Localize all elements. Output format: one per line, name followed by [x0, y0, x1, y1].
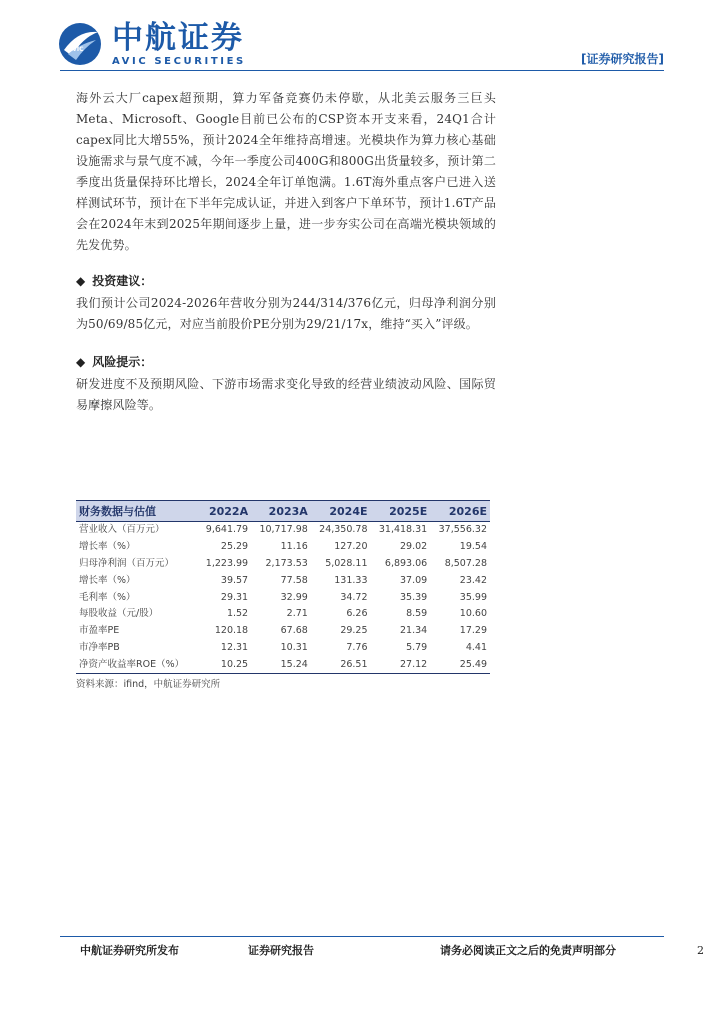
risk-heading-text: 风险提示： [92, 355, 153, 369]
main-content [76, 88, 496, 416]
table-row [76, 522, 490, 539]
table-cell: 29.25 [340, 625, 368, 637]
table-cell: 2.71 [286, 608, 308, 620]
table-cell: 7.76 [346, 641, 368, 653]
table-header-cell: 2025E [371, 501, 431, 522]
table-cell: 2,173.53 [265, 557, 308, 569]
table-header-cell: 2022A [198, 501, 251, 522]
table-cell: 10.25 [198, 656, 251, 673]
table-cell: 35.99 [459, 591, 487, 603]
table-cell: 12.31 [220, 641, 249, 653]
table-row [76, 589, 490, 606]
page-number: 2 [697, 944, 704, 957]
table-cell: 6.26 [346, 608, 368, 620]
financial-data-table [76, 500, 490, 674]
footer-report-type: 证券研究报告 [248, 944, 314, 957]
table-cell: 10.31 [280, 641, 308, 653]
table-header-cell: 财务数据与估值 [76, 501, 198, 522]
table-row [76, 556, 490, 573]
row-label: 市盈率PE [79, 625, 120, 637]
header-divider [60, 70, 664, 71]
table-row [76, 606, 490, 623]
investment-heading [76, 271, 496, 291]
table-cell: 25.49 [430, 656, 490, 673]
logo-subtitle: AVIC SECURITIES [112, 56, 246, 67]
table-cell: 29.02 [400, 541, 428, 553]
table-cell: 9,641.79 [205, 524, 249, 536]
table-row [76, 623, 490, 640]
diamond-bullet-icon: ◆ [76, 274, 86, 288]
table-cell: 6,893.06 [384, 557, 428, 569]
row-label: 营业收入（百万元） [79, 524, 165, 536]
table-cell: 11.16 [280, 541, 308, 553]
table-cell: 1,223.99 [205, 557, 249, 569]
row-label: 净资产收益率ROE（%） [76, 656, 198, 673]
table-header-cell: 2023A [251, 501, 311, 522]
table-cell: 127.20 [334, 541, 368, 553]
table-cell: 34.72 [340, 591, 368, 603]
table-row [76, 539, 490, 556]
table-header-cell: 2026E [430, 501, 490, 522]
row-label: 增长率（%） [79, 541, 136, 553]
table-cell: 29.31 [220, 591, 249, 603]
table-cell: 1.52 [226, 608, 249, 620]
table-cell: 67.68 [280, 625, 308, 637]
table-cell: 5.79 [406, 641, 428, 653]
table-cell: 26.51 [311, 656, 371, 673]
table-cell: 37.09 [400, 574, 428, 586]
row-label: 每股收益（元/股） [79, 608, 159, 620]
risk-paragraph: 研发进度不及预期风险、下游市场需求变化导致的经营业绩波动风险、国际贸易摩擦风险等。 [76, 377, 496, 412]
table-cell: 32.99 [280, 591, 308, 603]
investment-paragraph: 我们预计公司2024-2026年营收分别为244/314/376亿元，归母净利润分别为50/69/85亿元，对应当前股价PE分别为29/21/17x，维持“买入”评级。 [76, 296, 496, 331]
table-row [76, 572, 490, 589]
table-cell: 8.59 [406, 608, 428, 620]
row-label: 毛利率（%） [79, 591, 136, 603]
row-label: 增长率（%） [79, 574, 136, 586]
row-label: 市净率PB [79, 641, 120, 653]
row-label: 归母净利润（百万元） [79, 557, 175, 569]
page-footer [0, 936, 724, 966]
table-cell: 131.33 [334, 574, 368, 586]
table-cell: 4.41 [465, 641, 487, 653]
table-cell: 31,418.31 [378, 524, 428, 536]
footer-publisher: 中航证券研究所发布 [80, 944, 179, 957]
table-cell: 8,507.28 [444, 557, 487, 569]
investment-heading-text: 投资建议： [92, 274, 153, 288]
data-source-note: 资料来源：ifind，中航证券研究所 [76, 679, 221, 691]
table-header-row [76, 501, 490, 522]
report-type-tag: [证券研究报告] [581, 52, 664, 66]
financial-table-section [76, 500, 490, 690]
page-header [0, 0, 724, 72]
table-row [76, 640, 490, 657]
svg-text:AVIC: AVIC [68, 46, 84, 53]
table-cell: 39.57 [220, 574, 249, 586]
table-cell: 23.42 [459, 574, 487, 586]
footer-divider [60, 936, 664, 937]
table-cell: 24,350.78 [319, 524, 368, 536]
table-cell: 21.34 [400, 625, 428, 637]
table-cell: 10,717.98 [259, 524, 308, 536]
table-cell: 35.39 [400, 591, 428, 603]
table-cell: 120.18 [214, 625, 249, 637]
avic-logo-icon [58, 22, 102, 66]
table-cell: 19.54 [459, 541, 487, 553]
table-cell: 17.29 [459, 625, 487, 637]
overview-paragraph: 海外云大厂capex超预期，算力军备竞赛仍未停歇，从北美云服务三巨头Meta、Microsoft、Google目前已公布的CSP资本开支来看，24Q1合计capex同比大增55%，预计2024全年维持高增速。光模块作为算力核心基础设施需求与景气度不减，今年一季度公司400G和800G出货量较多，预计第二季度出货量保持环比增长，2024全年订单饱满。1.6T海外重点客户已进入送样测试环节，预计在下半年完成认证，并进入到客户下单环节，预计1.6T产品会在2024年末到2025年期间逐步上量，进一步夯实公司在高端光模块领域的先发优势。 [76, 91, 496, 252]
logo-title: 中航证券 [112, 20, 244, 56]
diamond-bullet-icon: ◆ [76, 355, 86, 369]
table-cell: 25.29 [220, 541, 249, 553]
table-cell: 37,556.32 [438, 524, 487, 536]
table-cell: 15.24 [251, 656, 311, 673]
table-cell: 27.12 [371, 656, 431, 673]
table-header-cell: 2024E [311, 501, 371, 522]
table-row [76, 656, 490, 673]
risk-heading [76, 352, 496, 372]
footer-disclaimer-note: 请务必阅读正文之后的免责声明部分 [440, 944, 616, 957]
table-cell: 77.58 [280, 574, 308, 586]
table-cell: 5,028.11 [325, 557, 368, 569]
table-cell: 10.60 [459, 608, 487, 620]
